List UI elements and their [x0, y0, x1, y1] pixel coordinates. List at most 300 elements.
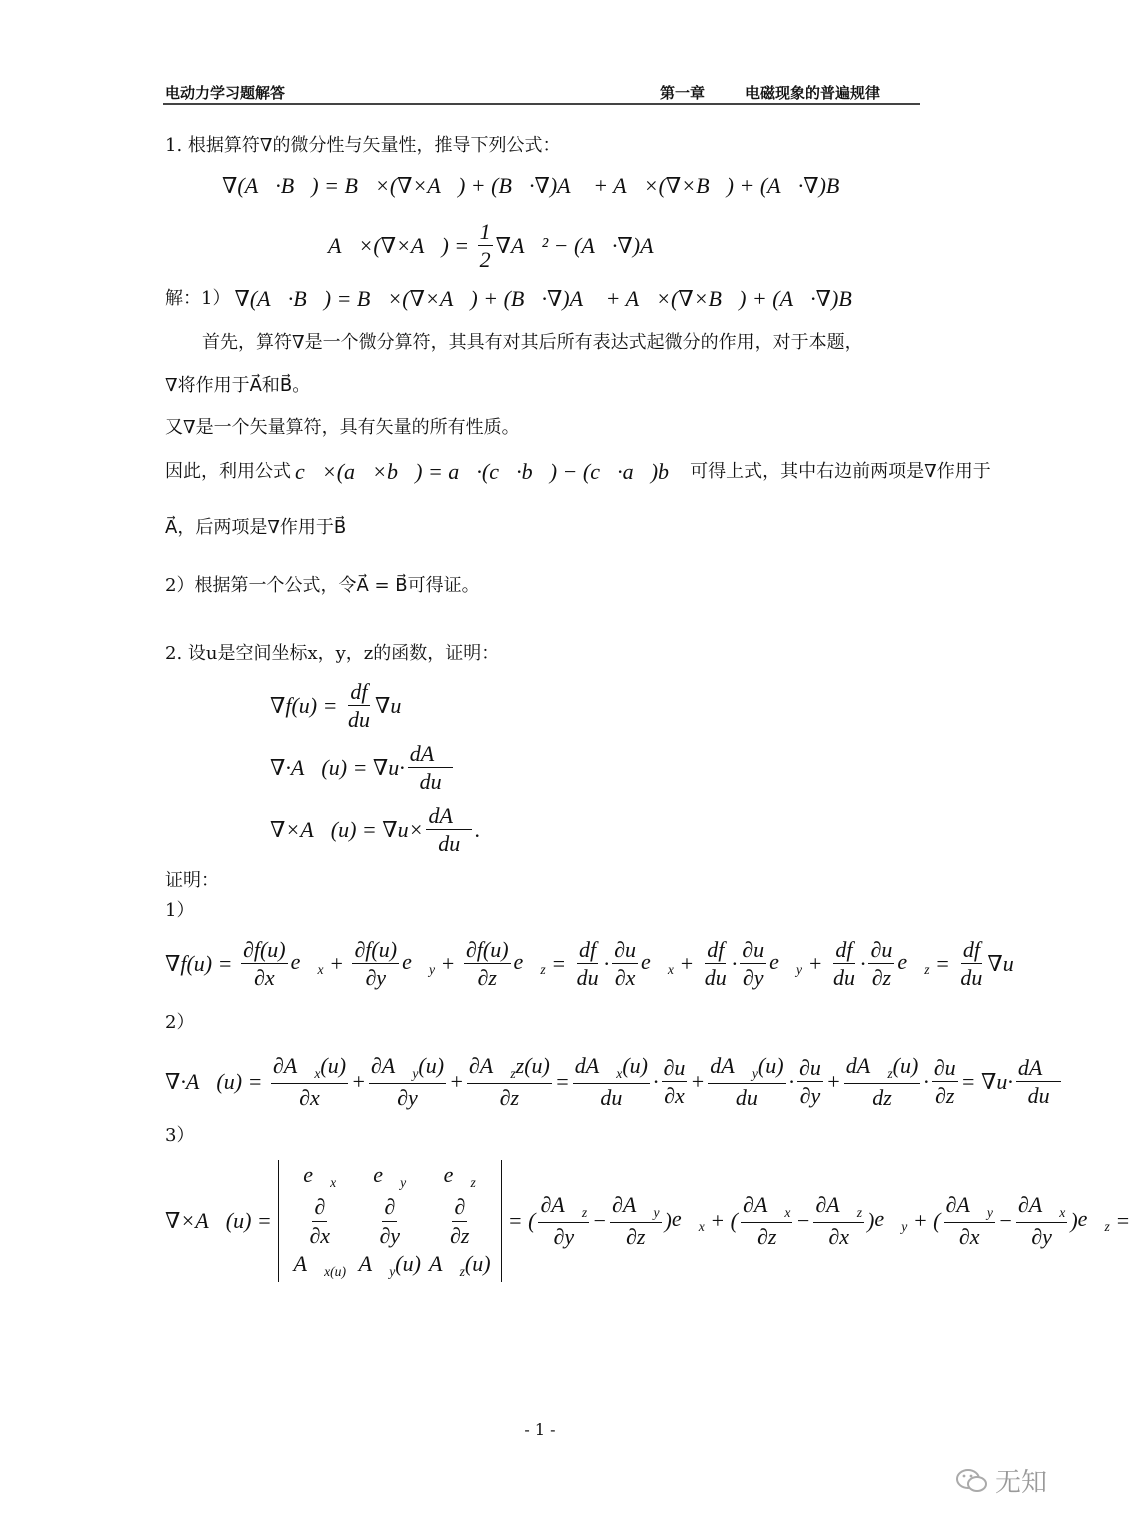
fraction [573, 1054, 650, 1109]
line-n1 [165, 902, 194, 920]
math-group [945, 1192, 993, 1221]
subscript: x [1059, 1205, 1066, 1221]
numerator [312, 1195, 327, 1221]
math-text: + [673, 950, 700, 976]
fraction [426, 804, 472, 855]
fraction [464, 938, 511, 989]
numerator [538, 1193, 589, 1223]
math-text: ∂ [454, 1194, 466, 1220]
subscript: x [616, 1065, 623, 1081]
math-text: ∂y [365, 965, 387, 991]
denominator [741, 964, 766, 989]
denominator [436, 830, 462, 855]
text [165, 1127, 194, 1145]
math-group [640, 948, 674, 977]
math-text: df [835, 937, 853, 962]
denominator [395, 1084, 420, 1109]
math-group [574, 1053, 649, 1081]
denominator [662, 1082, 687, 1107]
math-text: ∇u [987, 950, 1014, 976]
denominator [598, 1084, 624, 1109]
denominator [1029, 1223, 1054, 1248]
math-text: df [350, 679, 368, 704]
math-text: · [731, 950, 738, 976]
denominator [575, 964, 601, 989]
numerator [944, 1193, 995, 1223]
watermark-text: 无知 [995, 1468, 1048, 1498]
denominator [448, 1222, 471, 1247]
math-text: · [603, 950, 610, 976]
math-text: df [707, 937, 725, 962]
line-f1 [222, 175, 856, 197]
math-text: e⃗ [443, 1162, 471, 1187]
denominator [498, 1084, 521, 1109]
math-text: + [449, 1068, 464, 1094]
math-text: ∂u [870, 937, 893, 962]
math-text: 2）根据第一个公式，令A⃗ = B⃗可得证。 [165, 575, 480, 596]
math-text: 又∇是一个矢量算符，具有矢量的所有性质。 [165, 417, 520, 438]
math-text: ∂z [626, 1224, 646, 1250]
math-group [468, 1053, 550, 1081]
math-text: ) [867, 1208, 875, 1233]
matrix-cell [303, 1164, 336, 1189]
math-group [845, 1053, 919, 1081]
numerator [408, 742, 454, 768]
numerator [708, 1054, 785, 1084]
text [165, 290, 230, 308]
line-p3b [165, 519, 346, 537]
math-text: ∂z [871, 965, 892, 991]
math-text: 2. 设u是空间坐标x，y，z的函数，证明： [165, 643, 500, 664]
math-text: du [419, 769, 442, 795]
denominator [363, 964, 388, 989]
math-text: ∂u [933, 1054, 956, 1080]
math-text: e⃗ [513, 948, 541, 974]
line-g1 [270, 680, 401, 731]
fraction [662, 1056, 688, 1107]
math-text: e⃗ [640, 948, 668, 974]
text [165, 872, 219, 890]
math-text: = [929, 950, 956, 976]
fraction [708, 1054, 785, 1109]
line-n2 [165, 1014, 194, 1032]
math-text: ∂y [553, 1224, 575, 1250]
math-text: du [704, 965, 727, 991]
line-p3 [165, 461, 991, 483]
line-p4 [165, 577, 480, 595]
math-text: = [545, 950, 572, 976]
formula [234, 288, 868, 310]
math-group [1017, 1192, 1066, 1221]
math-text: + [435, 950, 461, 976]
math-text: 首先，算符∇是一个微分算符，其具有对其后所有表达式起微分的作用，对于本题， [202, 332, 863, 353]
math-text: du [1027, 1083, 1050, 1109]
subscript: x [314, 1065, 321, 1081]
math-group [672, 1208, 705, 1233]
denominator [377, 1222, 402, 1247]
fraction [377, 1195, 402, 1246]
math-text: e⃗ [769, 948, 797, 974]
denominator [734, 1084, 760, 1109]
formula [165, 1054, 1064, 1109]
math-text: ∇将作用于A⃗和B⃗。 [165, 375, 311, 396]
denominator [933, 1082, 956, 1107]
formula [165, 938, 1014, 989]
math-group [293, 1250, 347, 1279]
matrix-cell [373, 1164, 406, 1189]
line-n3 [165, 1127, 194, 1145]
math-text: 3） [165, 1125, 195, 1146]
math-group [290, 948, 324, 977]
matrix-cell [445, 1195, 474, 1246]
running-header-title: 电磁现象的普遍规律 [745, 84, 881, 102]
denominator [755, 1223, 778, 1248]
text [165, 377, 310, 395]
math-text: dA⃗ [574, 1053, 617, 1078]
math-text: ∇(A⃗·B⃗) = B⃗×(∇×A⃗) + (B⃗·∇)A⃗ + A⃗×(∇×B⃗) + (A⃗·∇)B⃗ [222, 173, 857, 198]
math-text: du [832, 965, 855, 991]
math-text: ) [1070, 1208, 1078, 1233]
numerator [426, 804, 472, 830]
math-text: (u) [395, 1250, 421, 1276]
math-text: ∂y [799, 1083, 821, 1109]
line-p1b [165, 377, 310, 395]
text [202, 334, 863, 352]
math-text: du [600, 1085, 623, 1111]
fraction [703, 938, 729, 989]
formula [222, 175, 856, 197]
math-text: z(u) [515, 1053, 550, 1078]
math-text: ) [664, 1208, 672, 1233]
header-rule [163, 103, 920, 105]
numerator [573, 1054, 650, 1084]
denominator [346, 706, 372, 731]
math-text: ∂y [1031, 1224, 1052, 1250]
math-text: dz [872, 1085, 892, 1111]
numerator [662, 1056, 688, 1082]
math-text: e⃗ [1077, 1206, 1105, 1232]
denominator [613, 964, 638, 989]
subscript: x(u) [324, 1263, 347, 1279]
matrix-cell [293, 1250, 347, 1279]
subscript: z [540, 961, 546, 977]
math-text: du [438, 831, 461, 857]
line-pr [165, 872, 219, 890]
math-text: + ( [704, 1208, 738, 1233]
fraction [575, 938, 601, 989]
numerator [844, 1054, 921, 1084]
math-text: e⃗ [671, 1206, 699, 1232]
subscript: x [667, 961, 674, 977]
math-text: e⃗ [874, 1206, 902, 1232]
denominator [831, 964, 857, 989]
math-text: · [653, 1068, 659, 1094]
math-group [513, 948, 546, 977]
math-text: dA⃗ [845, 1053, 888, 1078]
math-text: ∂z [756, 1224, 777, 1250]
numerator [868, 938, 894, 964]
running-header-left: 电动力学习题解答 [165, 84, 286, 102]
fraction [538, 1193, 589, 1248]
numerator [833, 938, 854, 964]
math-text: ∂y [742, 965, 764, 991]
subscript: y [389, 1263, 396, 1279]
math-text: 2） [165, 1012, 195, 1033]
numerator [348, 680, 369, 706]
subscript: y [796, 961, 803, 977]
line-e1 [165, 938, 1014, 989]
math-text: − [592, 1208, 608, 1233]
math-text: ∂ [384, 1194, 396, 1220]
fraction [944, 1193, 995, 1248]
math-text: + [690, 1068, 706, 1094]
text [165, 1014, 194, 1032]
math-group [874, 1208, 907, 1233]
subscript: y [412, 1065, 419, 1081]
fraction [612, 938, 638, 989]
math-text: df [962, 937, 980, 962]
math-group [443, 1162, 476, 1190]
math-text: ∂A⃗ [1017, 1192, 1060, 1218]
text [165, 645, 499, 663]
denominator [957, 1223, 982, 1248]
math-text: 因此，利用公式 [165, 461, 291, 482]
math-text: A⃗×(∇×A⃗) = [328, 232, 475, 258]
subscript: z [459, 1263, 465, 1279]
math-text: = ∇u· [960, 1068, 1013, 1094]
numerator [478, 220, 493, 246]
math-text: · [859, 950, 866, 976]
subscript: y [751, 1065, 758, 1081]
numerator [813, 1193, 864, 1223]
line-g3 [270, 804, 481, 855]
math-text: dA⃗ [710, 1053, 752, 1078]
text [165, 419, 520, 437]
formula [328, 220, 671, 271]
line-g2 [270, 742, 456, 793]
math-text: + [351, 1068, 366, 1094]
math-text: (u) [757, 1053, 784, 1078]
fraction [1016, 1193, 1067, 1248]
numerator [705, 938, 726, 964]
formula [270, 680, 401, 731]
denominator [1026, 1082, 1052, 1107]
subscript: z [924, 961, 930, 977]
text [165, 519, 346, 537]
math-text: − [997, 1208, 1013, 1233]
math-text: ∂f(u) [465, 937, 509, 962]
math-text: dA⃗ [1017, 1054, 1060, 1080]
watermark [955, 1462, 1047, 1499]
math-text: 2 [479, 247, 491, 273]
numerator [1016, 1056, 1062, 1082]
numerator [241, 938, 288, 964]
math-text: A⃗ [293, 1250, 325, 1276]
math-text: ∂z [450, 1222, 470, 1248]
math-text: ∂A⃗ [540, 1192, 582, 1218]
math-text: ∇u [374, 692, 402, 718]
math-text: ∂A⃗ [945, 1192, 987, 1218]
math-text: · [788, 1068, 795, 1094]
numerator [741, 1193, 792, 1223]
matrix-cell [444, 1164, 476, 1189]
math-group [373, 1162, 407, 1190]
math-text: ∇A⃗² − (A⃗·∇)A⃗ [495, 232, 671, 258]
numerator [271, 1054, 348, 1084]
math-text: e⃗ [373, 1162, 401, 1187]
math-text: ∂f(u) [354, 937, 398, 962]
math-text: e⃗ [303, 1162, 331, 1187]
math-text: (u) [622, 1053, 649, 1078]
math-text: ∂u [614, 937, 636, 962]
math-text: ∂ [314, 1194, 326, 1220]
subscript: z [887, 1065, 893, 1081]
denominator [418, 768, 444, 793]
fraction [241, 938, 288, 989]
math-text: dA⃗ [428, 803, 471, 828]
math-text: (u) [418, 1053, 445, 1078]
line-f2 [328, 220, 671, 271]
math-text: du [960, 965, 983, 991]
page-number: - 1 - [524, 1420, 556, 1439]
fraction [352, 938, 399, 989]
subscript: y [400, 1174, 407, 1190]
fraction [448, 1195, 471, 1246]
line-q1 [165, 137, 560, 155]
math-text: ∂A⃗ [468, 1053, 511, 1078]
fraction [1016, 1056, 1062, 1107]
math-text: ∇f(u) = [165, 950, 238, 976]
math-text: + [323, 950, 350, 976]
line-e3 [165, 1160, 1130, 1282]
subscript: x [330, 1174, 337, 1190]
wechat-icon [955, 1467, 989, 1495]
math-text: ∂z [477, 965, 497, 991]
math-text: ∂A⃗ [612, 1192, 654, 1218]
text [165, 463, 291, 481]
denominator [252, 964, 277, 989]
fraction [740, 938, 766, 989]
denominator [798, 1082, 823, 1107]
math-text: (u) [892, 1053, 919, 1078]
denominator [958, 964, 984, 989]
numerator [382, 1195, 397, 1221]
subscript: x [317, 961, 324, 977]
numerator [452, 1195, 467, 1221]
numerator [610, 1193, 661, 1223]
fraction [844, 1054, 921, 1109]
math-text: ∂x [309, 1222, 331, 1248]
denominator [624, 1223, 647, 1248]
math-text: ∇·A⃗(u) = [165, 1068, 268, 1094]
math-text: 1） [165, 900, 195, 921]
math-text: ∂f(u) [242, 937, 286, 962]
denominator [703, 964, 729, 989]
subscript: y [901, 1219, 908, 1235]
matrix-cell [374, 1195, 405, 1246]
math-group [1078, 1208, 1110, 1233]
subscript: z [856, 1205, 863, 1221]
fraction [958, 938, 984, 989]
subscript: z [510, 1065, 516, 1081]
subscript: z [470, 1174, 476, 1190]
subscript: z [1104, 1219, 1110, 1235]
running-header-chapter: 第一章 [660, 84, 706, 102]
numerator [369, 1054, 446, 1084]
formula [270, 804, 481, 855]
math-text: 证明： [165, 870, 219, 891]
numerator [740, 938, 766, 964]
math-text: ∂x [253, 965, 275, 991]
denominator [870, 1084, 894, 1109]
math-text: ∂A⃗ [742, 1192, 785, 1218]
math-group [540, 1192, 588, 1221]
math-text: 解：1） [165, 288, 231, 309]
numerator [961, 938, 982, 964]
fraction [932, 1056, 958, 1107]
math-text: − [795, 1208, 811, 1233]
math-text: = ( [507, 1208, 536, 1233]
numerator [352, 938, 399, 964]
math-text: ∂x [614, 965, 636, 991]
math-text: = [554, 1068, 570, 1094]
math-text: ∂x [958, 1224, 980, 1250]
math-group [303, 1162, 337, 1190]
numerator [577, 938, 598, 964]
math-text: = [1109, 1208, 1130, 1233]
fraction [478, 220, 493, 271]
formula [295, 461, 686, 483]
subscript: x [698, 1219, 705, 1235]
formula [165, 1160, 1130, 1282]
fraction [369, 1054, 446, 1109]
math-text: ∂z [499, 1085, 520, 1111]
line-s1 [165, 288, 873, 310]
math-text: e⃗ [897, 948, 925, 974]
determinant [278, 1160, 502, 1282]
formula [270, 742, 456, 793]
denominator [297, 1084, 322, 1109]
numerator [1016, 1193, 1067, 1223]
fraction [467, 1054, 552, 1109]
math-text: ∇(A⃗·B⃗) = B⃗×(∇×A⃗) + (B⃗·∇)A⃗ + A⃗×(∇×B⃗) + (A⃗·∇)B⃗ [234, 286, 869, 311]
math-text: ∂x [664, 1083, 685, 1109]
math-text: · [923, 1068, 929, 1094]
math-text: ∇×A⃗(u) = ∇u× [270, 816, 424, 842]
math-text: ∂y [397, 1085, 418, 1111]
math-text: du [347, 707, 370, 733]
math-text: ∂u [799, 1054, 821, 1080]
math-text: A⃗ [429, 1250, 460, 1276]
text [165, 577, 480, 595]
math-text: ∂A⃗ [370, 1053, 413, 1078]
math-group [710, 1053, 784, 1081]
fraction [831, 938, 857, 989]
matrix-cell [304, 1195, 335, 1246]
subscript: x [784, 1205, 791, 1221]
matrix-cell [358, 1250, 421, 1279]
denominator [478, 246, 493, 271]
line-e2 [165, 1054, 1064, 1109]
fraction [346, 680, 372, 731]
line-q2 [165, 645, 499, 663]
denominator [870, 964, 893, 989]
numerator [464, 938, 511, 964]
math-group [358, 1250, 421, 1279]
math-text: ∇×A⃗(u) = [165, 1208, 272, 1233]
math-text: 1. 根据算符∇的微分性与矢量性，推导下列公式： [165, 135, 561, 156]
math-group [742, 1192, 791, 1221]
